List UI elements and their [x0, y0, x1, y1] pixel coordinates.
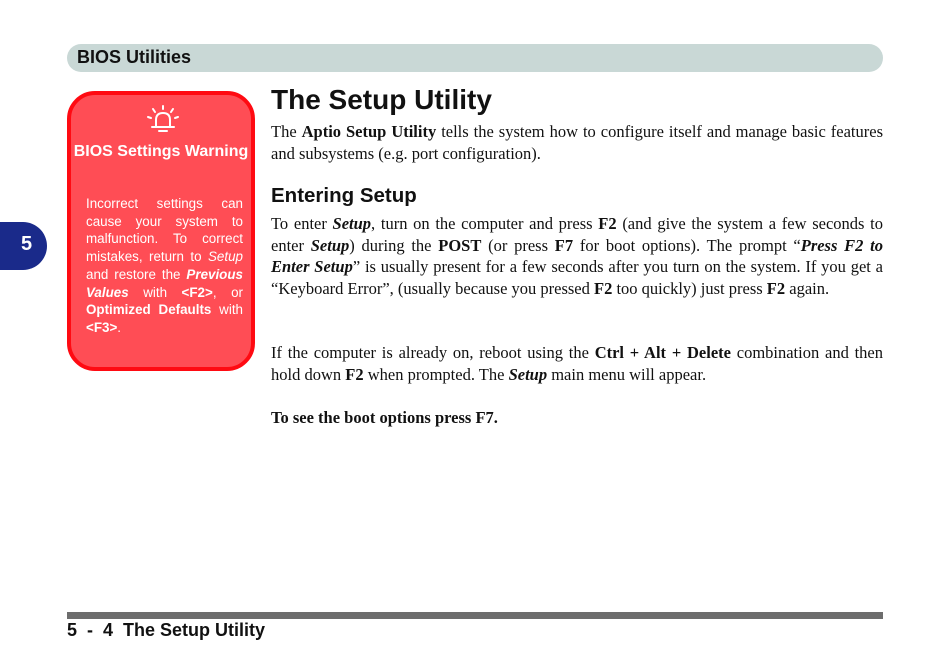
chapter-number: 5	[21, 233, 33, 255]
boot-options-note: To see the boot options press F7.	[271, 408, 498, 427]
warning-title: BIOS Settings Warning	[73, 143, 249, 160]
reboot-paragraph: If the computer is already on, reboot using the Ctrl + Alt + Delete combination and then hold down F2 when prompted. The Setup main menu will appear.	[271, 343, 884, 384]
page-title: The Setup Utility	[271, 84, 492, 115]
header-title: BIOS Utilities	[77, 47, 192, 67]
warning-text: Incorrect settings can cause your system to malfunction. To correct mistakes, return to Setup and restore the Previous Values with <F2>, or Optimized Defaults with <F3>.	[86, 196, 243, 335]
alarm-bell-icon	[146, 105, 180, 135]
header-bar	[67, 44, 883, 72]
footer-page-label: 5 - 4 The Setup Utility	[67, 620, 266, 640]
bios-warning-box	[67, 91, 255, 371]
footer-rule	[67, 612, 883, 619]
entering-setup-paragraph: To enter Setup, turn on the computer and press F2 (and give the system a few seconds to enter Setup) during the POST (or press F7 for boot options). The prompt “Press F2 to Enter Setup” is usually present for a few seconds after you turn on the system. If you get a “Keyboard Error”, (usually because you pressed F2 too quickly) just press F2 again.	[271, 214, 883, 299]
intro-paragraph: The Aptio Setup Utility tells the system how to configure itself and manage basic features and subsystems (e.g. port configuration).	[271, 122, 884, 163]
section-heading: Entering Setup	[271, 184, 417, 207]
chapter-tab	[0, 222, 47, 270]
